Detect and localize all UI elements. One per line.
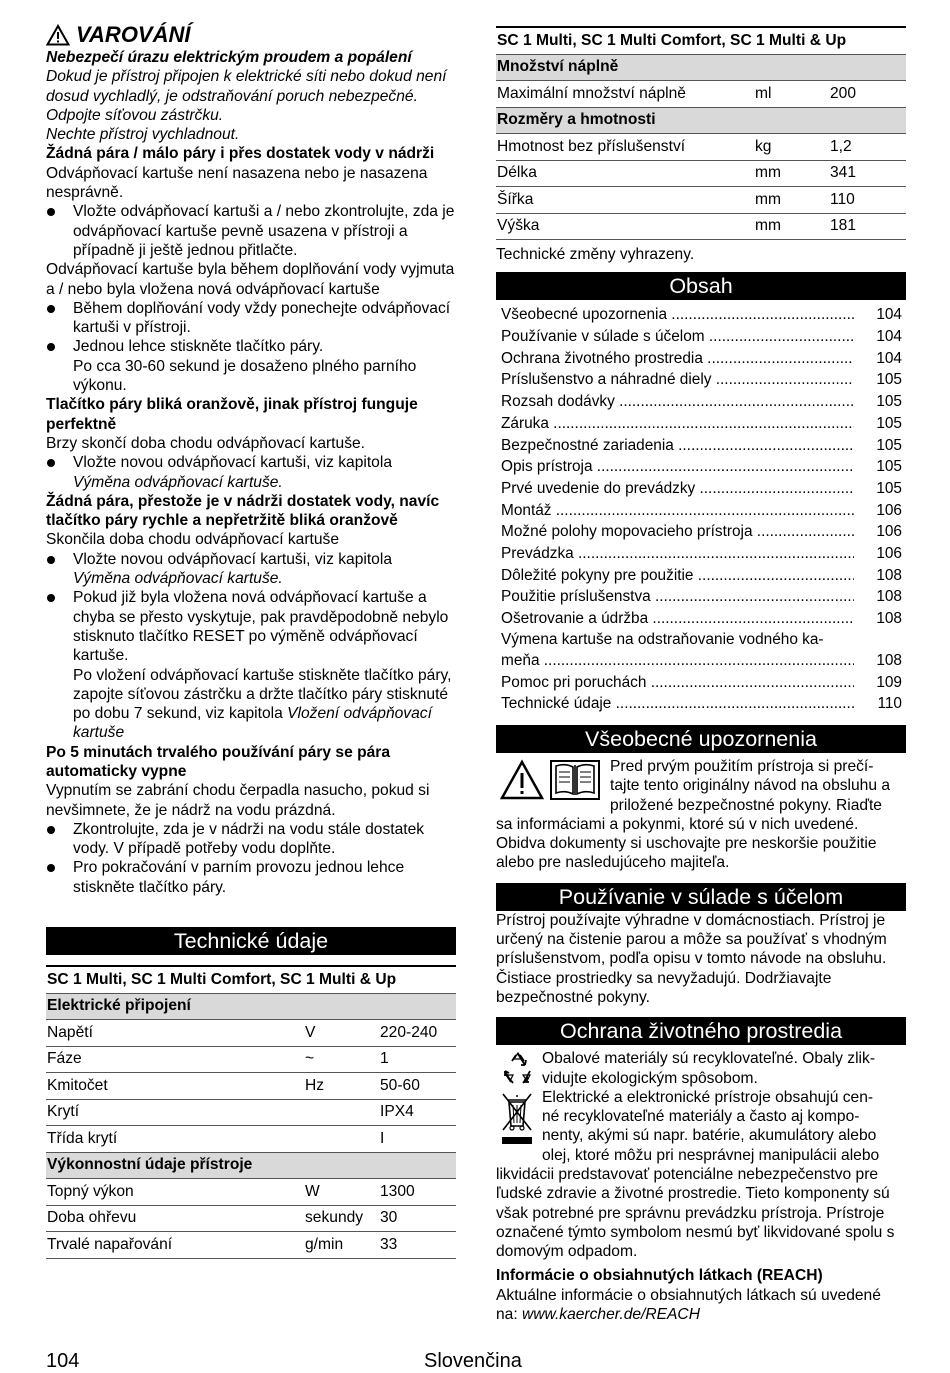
warning-heading: VAROVÁNÍ [46,22,456,48]
toc-page-number: 105 [876,458,902,476]
cell-label: Hmotnost bez příslušenství [496,134,754,161]
table-row [46,1046,456,1073]
cell-unit: ~ [304,1046,379,1073]
cell-value: 220-240 [379,1020,456,1047]
tech-table-right [496,26,906,240]
toc-label: Dôležité pokyny pre použitie [501,566,694,584]
warning-text: Dokud je přístroj připojen k elektrické síti nebo dokud není dosud vychladlý, je odstraňování poruch nebezpečné. [46,68,447,105]
warning-subtitle: Nebezpečí úrazu elektrickým proudem a popálení [46,49,412,66]
cell-unit [304,1126,379,1153]
cell-label: Topný výkon [46,1179,304,1206]
warning-manual-icons [499,759,601,801]
toc-page-number: 106 [876,523,902,541]
intended-use-banner: Používanie v súlade s účelom [496,883,906,911]
fault-cause: Vypnutím se zabrání chodu čerpadla nasucho, pokud si nevšimnete, že je nádrž na vodu prázdná. [46,782,430,819]
fault-cause: Odvápňovací kartuše není nasazena nebo je nasazena nesprávně. [46,164,428,202]
table-row [46,1099,456,1126]
intended-use-text: Prístroj používajte výhradne v domácnostiach. Prístroj je určený na čistenie parou a môže sa používať s vhodným príslušenstvom, podľa opisu v tomto návode na obsluhu. Čistiace prostriedky sa nevyžadujú. Dodržiavajte bezpečnostné pokyny. [496,911,887,1006]
toc-item[interactable] [501,521,902,543]
cell-label: Napětí [46,1020,304,1047]
toc-page-number: 105 [876,371,902,389]
cell-label: Maximální množství náplně [496,81,754,108]
fault-heading: Tlačítko páry bliká oranžově, jinak přístroj funguje perfektně [46,396,418,433]
cell-unit: kg [754,134,829,161]
tech-table-left [46,965,456,1259]
toc-label: Záruka [501,414,549,432]
cell-value: 30 [379,1205,456,1232]
cell-unit: mm [754,213,829,240]
list-item: Během doplňování vody vždy ponechejte odvápňovací kartuši v přístroji. [46,299,456,338]
toc-label: Bezpečnostné zariadenia [501,436,674,454]
cell-unit: Hz [304,1073,379,1100]
section-row: Množství náplně [496,54,906,81]
toc-label: Používanie v súlade s účelom [501,328,705,345]
fault-note: Po vložení odvápňovací kartuše stiskněte tlačítko páry, zapojte síťovou zástrčku a držte tlačítko páry stisknuté po dobu 7 sekund, viz kapitola Vložení odvápňovací kartuše [73,666,452,742]
fault-note: Po cca 30-60 sekund je dosaženo plného parního výkonu. [73,357,417,395]
environment-section: Obalové materiály sú recyklovateľné. Obaly zlik- vidujte ekologickým spôsobom. Elektrické a elektronické prístroje obsahujú cen- né recyklovateľné materiály a často aj kompo- nenty, akými sú napr. batérie, akumulátory alebo olej, ktoré môžu pri nesprávnej manipulácii alebo likvidácii predstavovať potenciálne nebezpečenstvo pre ľudské zdravie a životné prostredie. Tieto komponenty sú však potrebné pre správnu prevádzku prístroja. Prístroje označené týmto symbolom nesmú byť likvidované spolu s domovým odpadom. Informácie o obsiahnutých látkach (REACH) Aktuálne informácie o obsiahnutých látkach sú uvedené na: www.kaercher.de/REACH [496,1049,906,1324]
toc-label: Rozsah dodávky [501,393,615,411]
toc-label: Ochrana životného prostredia [501,349,703,367]
general-notes-section: Pred prvým použitím prístroja si prečí- tajte tento originálny návod na obsluhu a priložené bezpečnostné pokyny. Riaďte sa informáciami a pokynmi, ktoré sú v nich uvedené. Obidva dokumenty si uschovajte pre neskoršie použitie alebo pre nasledujúceho majiteľa. [496,757,906,873]
bullet-icon [46,337,73,356]
toc-label: Prevádzka [501,545,574,563]
toc-item[interactable] [501,500,902,522]
toc-item[interactable] [501,478,902,500]
bullet-icon [46,202,73,260]
toc-page-number: 110 [877,695,902,713]
tech-data-banner: Technické údaje [46,927,456,955]
cell-unit: sekundy [304,1205,379,1232]
list-item: Pokud již byla vložena nová odvápňovací kartuše a chyba se přesto vyskytuje, pak pravděpodobně nebylo stisknuto tlačítko RESET po výměně odvápňovací kartuše. [46,588,456,665]
toc-label: Všeobecné upozornenia [501,306,668,324]
cell-label: Fáze [46,1046,304,1073]
list-item: Vložte novou odvápňovací kartuši, viz kapitola Výměna odvápňovací kartuše. [46,453,456,492]
table-row [46,1205,456,1232]
model-header-row [496,27,906,54]
toc-item[interactable] [501,586,902,608]
right-column [496,26,906,1324]
bullet-icon [46,588,73,665]
bullet-icon [46,820,73,859]
cell-unit: mm [754,160,829,187]
cell-label: Šířka [496,187,754,214]
tech-note: Technické změny vyhrazeny. [496,246,695,263]
table-row [496,160,906,187]
cell-value: 50-60 [379,1073,456,1100]
cell-unit: V [304,1020,379,1047]
warning-triangle-icon [46,24,70,46]
cell-unit: g/min [304,1232,379,1259]
section-row: Rozměry a hmotnosti [496,107,906,134]
table-row [46,1126,456,1153]
toc-page-number: 104 [876,306,902,324]
toc-item[interactable] [501,413,902,435]
toc-item[interactable] [501,693,902,715]
list-item: Zkontrolujte, zda je v nádrži na vodu stále dostatek vody. V případě potřeby vodu doplňte. [46,820,456,859]
fault-heading: Po 5 minutách trvalého používání páry se pára automaticky vypne [46,743,391,780]
table-row [46,1020,456,1047]
toc-item[interactable] [501,391,902,413]
model-name: SC 1 Multi, SC 1 Multi Comfort, SC 1 Multi & Up [496,27,906,54]
cell-value: 1 [379,1046,456,1073]
toc-page-number: 108 [876,566,902,584]
cell-value: 110 [829,187,906,214]
toc-label: Technické údaje [501,695,612,713]
reach-link[interactable]: www.kaercher.de/REACH [522,1306,700,1324]
fault-heading: Žádná pára / málo páry i přes dostatek vody v nádrži [46,145,435,163]
crossed-bin-icon [499,1090,535,1146]
recycling-icon [500,1051,536,1085]
table-row [46,1232,456,1259]
toc-label: Ošetrovanie a údržba [501,610,649,628]
cell-value: 1,2 [829,134,906,161]
toc-item[interactable] [501,304,902,326]
cell-unit: ml [754,81,829,108]
table-row [46,1179,456,1206]
list-item: Jednou lehce stiskněte tlačítko páry. [46,337,456,356]
fault-heading: Žádná pára, přestože je v nádrži dostatek vody, navíc tlačítko páry rychle a nepřetržitě bliká oranžově [46,492,440,530]
chapter-reference: Výměna odvápňovací kartuše. [73,473,283,491]
reach-heading: Informácie o obsiahnutých látkach (REACH) [496,1267,823,1285]
toc-page-number: 104 [876,349,902,367]
list-item: Vložte odvápňovací kartuši a / nebo zkontrolujte, zda je odvápňovací kartuše pevně usazena v přístroji a případně ji ještě jednou přitlačte. [46,202,456,260]
toc-item[interactable] [501,326,902,348]
cell-label: Výška [496,213,754,240]
bullet-icon [46,858,73,897]
toc-item[interactable] [501,565,902,587]
list-item: Pro pokračování v parním provozu jednou lehce stiskněte tlačítko páry. [46,858,456,897]
toc-item[interactable]: Výmena kartuše na odstraňovanie vodného ka- meňa ..... 108 [501,630,902,672]
model-header-row [46,966,456,993]
reach-text: Aktuálne informácie o obsiahnutých látkach sú uvedené na: www.kaercher.de/REACH [496,1286,881,1324]
cell-label: Doba ohřevu [46,1205,304,1232]
section-row: Výkonnostní údaje přístroje [46,1152,456,1179]
footer-language: Slovenčina [424,1350,522,1372]
table-row [496,81,906,108]
toc-page-number: 106 [876,545,902,563]
cell-unit [304,1099,379,1126]
cell-unit: mm [754,187,829,214]
warning-text: Nechte přístroj vychladnout. [46,126,240,144]
toc-item[interactable] [501,456,902,478]
toc-page-number: 105 [876,393,902,411]
table-row [496,134,906,161]
toc-item[interactable] [501,543,902,565]
cell-value: IPX4 [379,1099,456,1126]
general-notes-banner: Všeobecné upozornenia [496,725,906,753]
chapter-reference: Vložení odvápňovací kartuše [73,705,432,742]
cell-label: Délka [496,160,754,187]
manual-book-icon [549,759,601,801]
toc-page-number: 105 [876,479,902,497]
cell-label: Kmitočet [46,1073,304,1100]
list-item: Vložte novou odvápňovací kartuši, viz kapitola Výměna odvápňovací kartuše. [46,550,456,589]
left-column [46,22,456,1259]
environment-banner: Ochrana životného prostredia [496,1017,906,1045]
page-number: 104 [46,1350,80,1372]
toc-label: Príslušenstvo a náhradné diely [501,371,712,389]
toc-page-number: 109 [876,673,902,691]
table-row [46,1073,456,1100]
toc-page-number: 104 [876,328,902,345]
bullet-icon [46,299,73,338]
cell-label: Třída krytí [46,1126,304,1153]
toc-item[interactable] [501,369,902,391]
toc-label: Prvé uvedenie do prevádzky [501,479,696,497]
fault-cause: Brzy skončí doba chodu odvápňovací kartuše. [46,434,365,452]
fault-cause: Odvápňovací kartuše byla během doplňování vody vyjmuta a / nebo byla vložena nová odvápňovací kartuše [46,261,455,298]
chapter-reference: Výměna odvápňovací kartuše. [73,570,283,588]
fault-cause: Skončila doba chodu odvápňovací kartuše [46,531,340,549]
cell-value: 181 [829,213,906,240]
toc-page-number: 105 [876,436,902,454]
toc-label: Montáž [501,501,552,519]
cell-value: I [379,1126,456,1153]
cell-value: 1300 [379,1179,456,1206]
toc-page-number: 108 [876,610,902,628]
cell-label: Trvalé napařování [46,1232,304,1259]
model-name: SC 1 Multi, SC 1 Multi Comfort, SC 1 Multi & Up [46,966,456,993]
bullet-icon [46,550,73,589]
table-row [496,187,906,214]
cell-value: 33 [379,1232,456,1259]
toc-label: Pomoc pri poruchách [501,673,647,691]
toc-label: Opis prístroja [501,458,593,476]
toc-page-number: 108 [876,651,902,669]
toc-label: Použitie príslušenstva [501,588,651,606]
warning-triangle-icon [499,759,545,801]
toc-page-number: 108 [876,588,902,606]
toc-banner: Obsah [496,272,906,300]
toc-page-number: 106 [876,501,902,519]
cell-value: 200 [829,81,906,108]
section-row: Elektrické připojení [46,993,456,1020]
bullet-icon [46,453,73,492]
toc-page-number: 105 [876,414,902,432]
toc-label: Možné polohy mopovacieho prístroja [501,523,753,541]
warning-text: Odpojte síťovou zástrčku. [46,106,224,124]
cell-value: 341 [829,160,906,187]
environment-text: likvidácii predstavovať potenciálne nebezpečenstvo pre ľudské zdravie a životné prostredie. Tieto komponenty sú však potrebné pre správnu prevádzku prístroja. Prístroje označené týmto symbolom nesmú byť likvidované spolu s domovým odpadom. [496,1166,895,1261]
toc-item[interactable] [501,672,902,694]
toc-item[interactable] [501,435,902,457]
general-notes-text: sa informáciami a pokynmi, ktoré sú v nich uvedené. Obidva dokumenty si uschovajte pre neskoršie použitie alebo pre nasledujúceho majiteľa. [496,815,877,872]
toc-item[interactable] [501,348,902,370]
table-row [496,213,906,240]
toc-item[interactable] [501,608,902,630]
cell-label: Krytí [46,1099,304,1126]
table-of-contents [496,300,906,715]
cell-unit: W [304,1179,379,1206]
